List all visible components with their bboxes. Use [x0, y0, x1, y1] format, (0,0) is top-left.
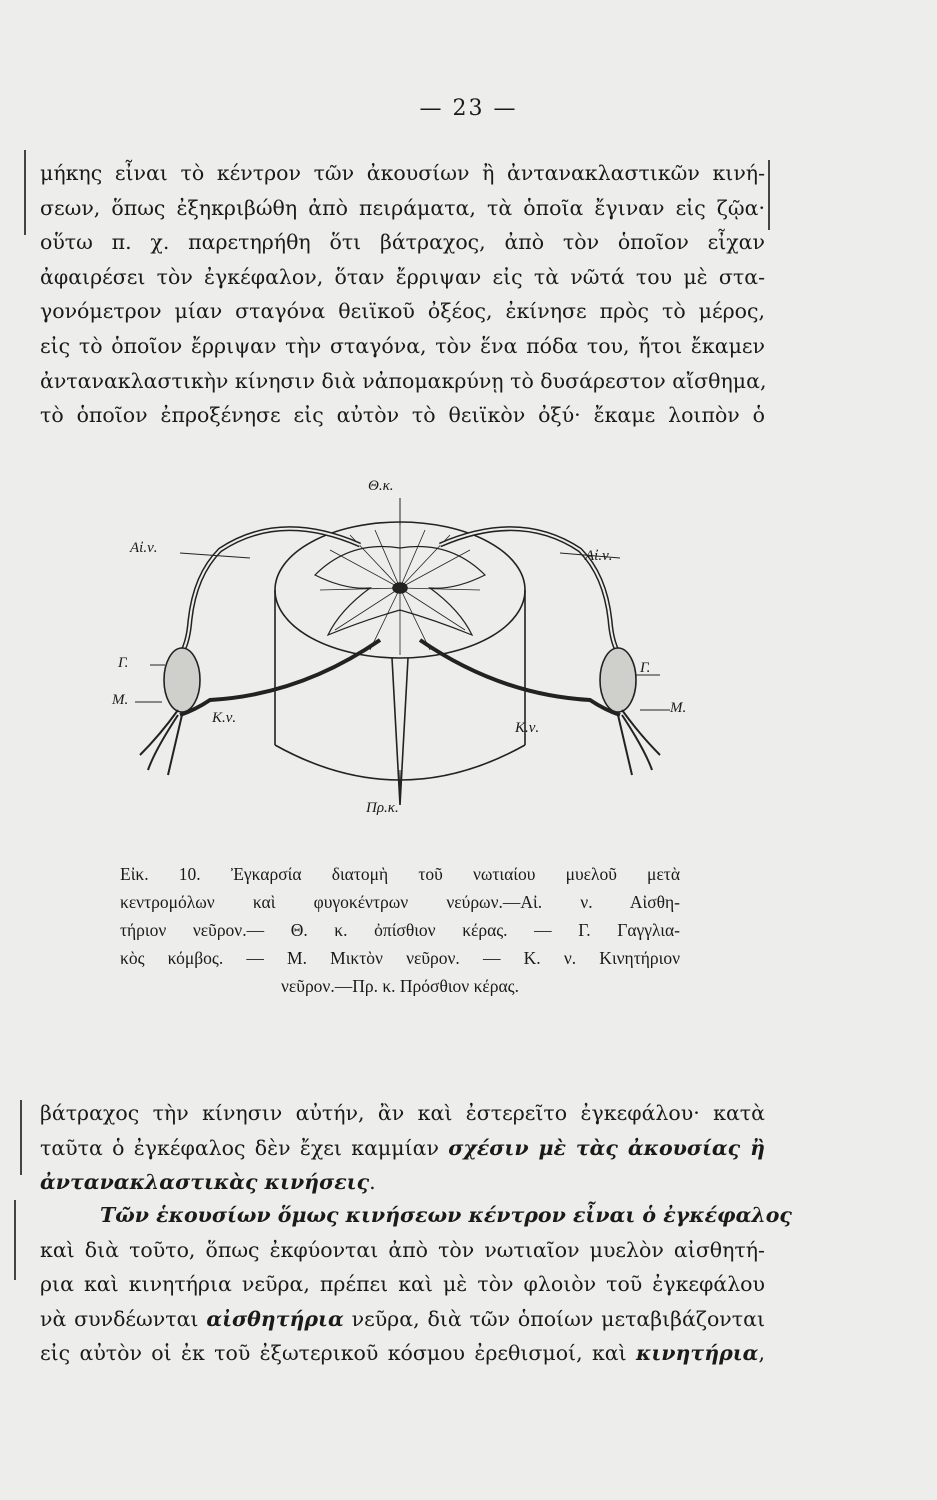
text-span: νεῦρα, διὰ τῶν ὁποίων μεταβιβάζονται [351, 1306, 765, 1331]
label-sensory-nerve-right: Αἰ.ν. [585, 548, 613, 564]
caption-line: τήριον νεῦρον.— Θ. κ. ὀπίσθιον κέρας. — Γ. Γαγγλια- [120, 920, 680, 940]
margin-bracket-top [24, 150, 26, 235]
page-number: — 23 — [419, 96, 518, 121]
text-line: γονόμετρον μίαν σταγόνα θειϊκοῦ ὀξέος, ἐκίνησε πρὸς τὸ μέρος, [40, 299, 765, 324]
text-span: εἰς αὐτὸν οἱ ἐκ τοῦ ἐξωτερικοῦ κόσμου ἐρεθισμοί, καὶ [40, 1341, 627, 1366]
text-line: οὕτω π. χ. παρετηρήθη ὅτι βάτραχος, ἀπὸ τὸν ὁποῖον εἶχαν [40, 230, 765, 255]
figure-caption [120, 860, 680, 1000]
label-sensory-nerve-left: Αἰ.ν. [130, 540, 158, 556]
text-line: βάτραχος τὴν κίνησιν αὐτήν, ἂν καὶ ἐστερεῖτο ἐγκεφάλου· κατὰ [40, 1101, 765, 1125]
left-mixed-nerve [140, 710, 182, 775]
right-ganglion [600, 648, 636, 712]
left-sensory-root [180, 529, 360, 655]
text-line [40, 1131, 765, 1166]
text-line: σεων, ὅπως ἐξηκριβώθη ἀπὸ πειράματα, τὰ ὁποῖα ἔγιναν εἰς ζῷα· [40, 195, 765, 220]
label-mixed-nerve-right: Μ. [670, 700, 687, 716]
caption-line: κεντρομόλων καὶ φυγοκέντρων νεύρων.—Αἰ. ν. Αἰσθη- [120, 892, 680, 912]
text-line: καὶ διὰ τοῦτο, ὅπως ἐκφύονται ἀπὸ τὸν νωτιαῖον μυελὸν αἰσθητή- [40, 1237, 765, 1262]
text-line: μήκης εἶναι τὸ κέντρον τῶν ἀκουσίων ἢ ἀντανακλαστικῶν κινή- [40, 161, 765, 185]
text-span: , [758, 1341, 765, 1366]
left-motor-root [180, 640, 380, 715]
emphasis-span: σχέσιν μὲ τὰς ἀκουσίας ἢ [448, 1135, 765, 1160]
label-ganglion-left: Γ. [118, 655, 129, 671]
label-posterior-horn: Θ.κ. [368, 478, 394, 494]
left-ganglion [164, 648, 200, 712]
emphasis-group [636, 1341, 765, 1365]
caption-line: Εἰκ. 10. Ἐγκαρσία διατομὴ τοῦ νωτιαίου μυελοῦ μετὰ [120, 864, 680, 884]
text-span: . [369, 1170, 376, 1195]
margin-bracket-top-right [768, 160, 770, 230]
spinal-cord-illustration [100, 470, 720, 830]
text-line: ἀφαιρέσει τὸν ἐγκέφαλον, ὅταν ἔρριψαν εἰς τὰ νῶτά του μὲ στα- [40, 264, 765, 289]
label-motor-nerve-right: Κ.ν. [515, 720, 540, 736]
margin-bracket-bottom [20, 1100, 22, 1175]
text-line: ρια καὶ κινητήρια νεῦρα, πρέπει καὶ μὲ τὸν φλοιὸν τοῦ ἐγκεφάλου [40, 1272, 765, 1297]
label-ganglion-right: Γ. [640, 660, 651, 676]
right-mixed-nerve [618, 710, 660, 775]
paragraph-bottom-2 [40, 1198, 792, 1371]
label-motor-nerve-left: Κ.ν. [212, 710, 237, 726]
text-line [40, 1302, 765, 1337]
text-line: ἀντανακλαστικὴν κίνησιν διὰ νἀπομακρύνῃ τὸ δυσάρεστον αἴσθημα, [40, 368, 767, 393]
caption-line: κὸς κόμβος. — Μ. Μικτὸν νεῦρον. — Κ. ν. Κινητήριον [120, 948, 680, 968]
caption-line: νεῦρον.—Πρ. κ. Πρόσθιον κέρας. [281, 976, 519, 996]
emphasis-span: κινητήρια [636, 1341, 759, 1366]
fibers [320, 525, 480, 655]
paragraph-bottom-1 [40, 1096, 765, 1200]
emphasis-span: Τῶν ἑκουσίων ὅμως κινήσεων κέντρον εἶναι ὁ ἐγκέφαλος [100, 1203, 792, 1227]
emphasis-span: αἰσθητήρια [206, 1306, 344, 1331]
right-motor-root [420, 640, 620, 715]
text-span: ταῦτα ὁ ἐγκέφαλος δὲν ἔχει καμμίαν [40, 1135, 439, 1160]
text-line [40, 1336, 765, 1371]
text-line: τὸ ὁποῖον ἐπροξένησε εἰς αὐτὸν τὸ θειϊκὸν ὀξύ· ἔκαμε λοιπὸν ὁ [40, 403, 765, 428]
text-line [40, 1165, 765, 1200]
spinal-cord-figure [100, 470, 720, 830]
emphasis-span: ἀντανακλαστικὰς κινήσεις [40, 1170, 370, 1195]
text-line: εἰς τὸ ὁποῖον ἔρριψαν τὴν σταγόνα, τὸν ἕνα πόδα του, ἤτοι ἔκαμεν [40, 333, 765, 358]
paragraph-top [40, 156, 765, 433]
text-span: νὰ συνδέωνται [40, 1306, 199, 1331]
text-line [40, 1198, 792, 1233]
margin-bracket-bottom-2 [14, 1200, 16, 1280]
label-mixed-nerve-left: Μ. [112, 692, 129, 708]
label-anterior-horn: Πρ.κ. [366, 800, 399, 816]
